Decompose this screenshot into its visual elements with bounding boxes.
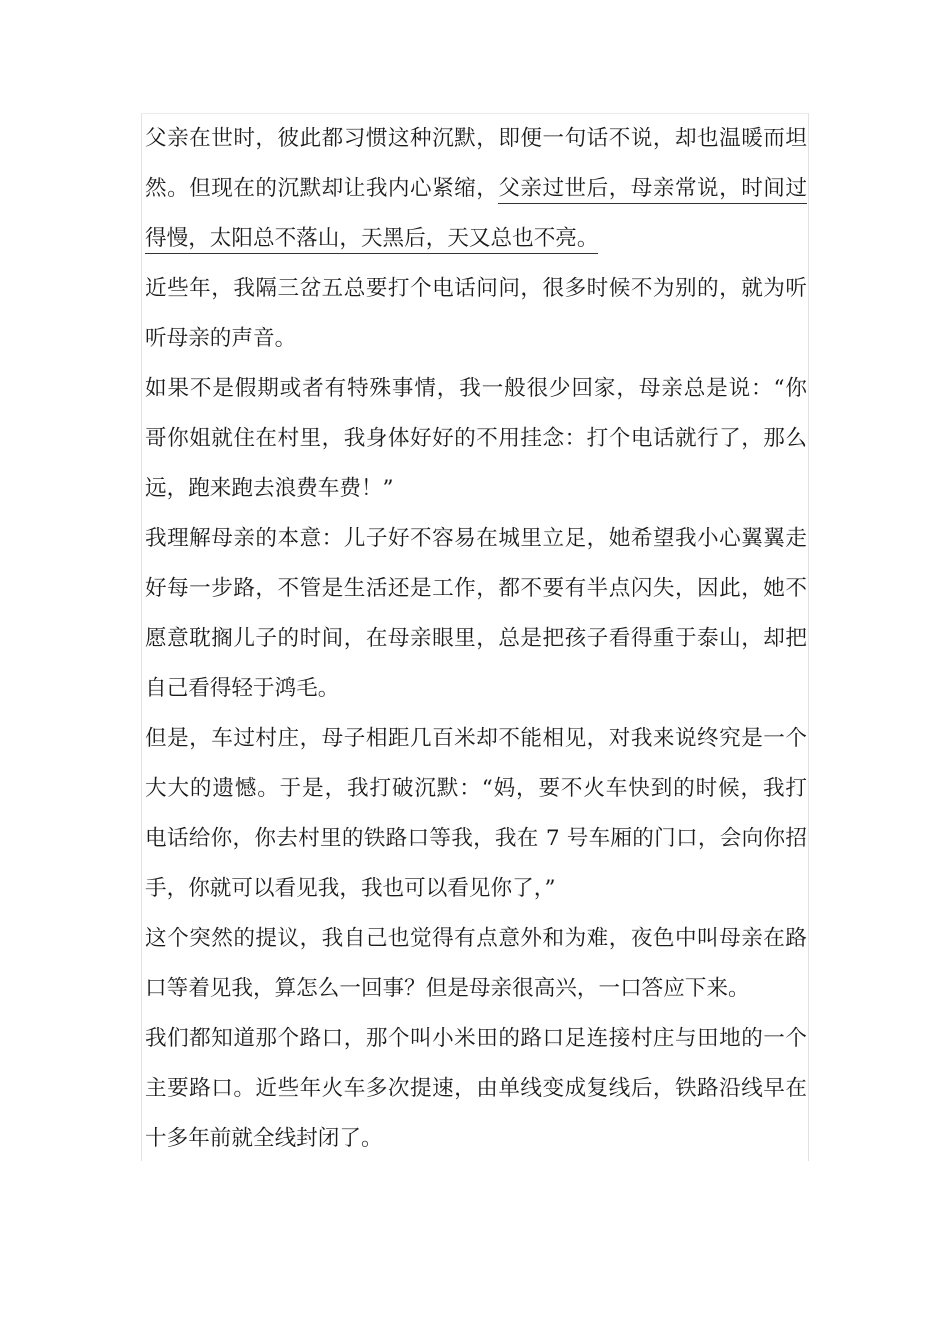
article-body: [145, 114, 807, 1164]
line-text: 电话给你，你去村里的铁路口等我，我在 7 号车厢的门口，会向你招: [145, 826, 807, 851]
line-text: 我理解母亲的本意：儿子好不容易在城里立足，她希望我小心翼翼走: [145, 526, 807, 551]
line-text: 主要路口。近些年火车多次提速，由单线变成复线后，铁路沿线早在: [145, 1076, 807, 1101]
line-text: 父亲在世时，彼此都习惯这种沉默，即便一句话不说，却也温暖而坦: [145, 126, 807, 151]
text-line: [145, 314, 807, 364]
text-line: [145, 1064, 807, 1114]
text-line: [145, 614, 807, 664]
line-text: 手，你就可以看见我，我也可以看见你了，”: [145, 876, 556, 901]
text-line: [145, 364, 807, 414]
line-text: 自己看得轻于鸿毛。: [145, 676, 340, 701]
line-text: 但是，车过村庄，母子相距几百米却不能相见，对我来说终究是一个: [145, 726, 807, 751]
line-text: 远，跑来跑去浪费车费！”: [145, 476, 394, 501]
text-line: [145, 214, 807, 264]
underlined-text: 得慢，太阳总不落山，天黑后，天又总也不亮。: [145, 226, 598, 254]
text-line: [145, 764, 807, 814]
text-line: [145, 1114, 807, 1164]
line-text: 哥你姐就住在村里，我身体好好的不用挂念：打个电话就行了，那么: [145, 426, 807, 451]
line-text: 近些年，我隔三岔五总要打个电话问问，很多时候不为别的，就为听: [145, 276, 807, 301]
line-text: 大大的遗憾。于是，我打破沉默：“妈，要不火车快到的时候，我打: [145, 776, 807, 801]
line-text: 如果不是假期或者有特殊事情，我一般很少回家，母亲总是说：“你: [145, 376, 807, 401]
line-text: 听母亲的声音。: [145, 326, 297, 351]
line-text: 口等着见我，算怎么一回事？但是母亲很高兴，一口答应下来。: [145, 976, 750, 1001]
line-text: 十多年前就全线封闭了。: [145, 1126, 383, 1151]
text-line: [145, 464, 807, 514]
text-line: [145, 1014, 807, 1064]
text-line: [145, 914, 807, 964]
underlined-text: 父亲过世后，母亲常说，时间过: [498, 176, 807, 204]
text-line: [145, 264, 807, 314]
text-line: [145, 664, 807, 714]
line-text: 愿意耽搁儿子的时间，在母亲眼里，总是把孩子看得重于泰山，却把: [145, 626, 807, 651]
line-text: 然。但现在的沉默却让我内心紧缩，: [145, 176, 499, 201]
line-text: 好每一步路，不管是生活还是工作，都不要有半点闪失，因此，她不: [145, 576, 807, 601]
text-line: [145, 864, 807, 914]
line-text: 这个突然的提议，我自己也觉得有点意外和为难，夜色中叫母亲在路: [145, 926, 807, 951]
line-text: 我们都知道那个路口，那个叫小米田的路口足连接村庄与田地的一个: [145, 1026, 807, 1051]
text-line: [145, 714, 807, 764]
text-line: [145, 564, 807, 614]
text-line: [145, 514, 807, 564]
text-line: [145, 114, 807, 164]
text-line: [145, 964, 807, 1014]
text-line: [145, 164, 807, 214]
text-line: [145, 814, 807, 864]
text-line: [145, 414, 807, 464]
